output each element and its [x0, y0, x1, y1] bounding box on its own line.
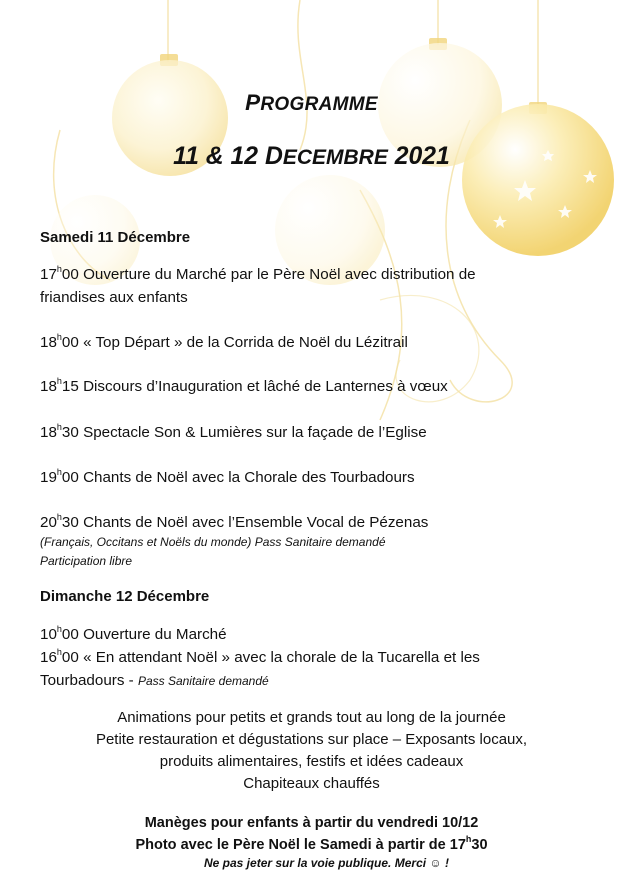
event-item: 17$^h$00 Ouverture du Marché par le Père Noël avec distribution de friandises aux enfants: [40, 264, 476, 306]
programme-title: PROGRAMME: [245, 90, 378, 115]
programme-date: 11 & 12 DECEMBRE 2021: [173, 143, 450, 170]
event-item: 16$^h$00 « En attendant Noël » avec la chorale de la Tucarella et les Tourbadours - Pass Sanitaire demandé: [40, 647, 480, 689]
event-item: 18$^h$30 Spectacle Son & Lumières sur la façade de l’Eglise: [40, 422, 427, 441]
event-item: 20$^h$30 Chants de Noël avec l’Ensemble Vocal de Pézenas: [40, 512, 429, 531]
event-item: 19$^h$00 Chants de Noël avec la Chorale des Tourbadours: [40, 467, 415, 486]
saturday-heading: Samedi 11 Décembre: [40, 229, 191, 246]
event-item: 10$^h$00 Ouverture du Marché: [40, 624, 227, 643]
footer-notice: Ne pas jeter sur la voie publique. Merci ☺ !: [204, 856, 449, 870]
event-item: 18$^h$15 Discours d’Inauguration et lâché de Lanternes à vœux: [40, 376, 448, 395]
bottom-highlights: Manèges pour enfants à partir du vendredi 10/12 Photo avec le Père Noël le Samedi à partir de 17$^h$30: [135, 815, 488, 853]
event-note: (Français, Occitans et Noëls du monde) Pass Sanitaire demandé Participation libre: [40, 535, 386, 568]
event-item: 18$^h$00 « Top Départ » de la Corrida de Noël du Lézitrail: [40, 332, 408, 351]
animations-info: Animations pour petits et grands tout au long de la journée Petite restauration et dégustations sur place – Exposants locaux, produits alimentaires, festifs et idées cadeaux Chapiteaux chauffés: [95, 709, 528, 792]
sunday-heading: Dimanche 12 Décembre: [40, 588, 210, 605]
